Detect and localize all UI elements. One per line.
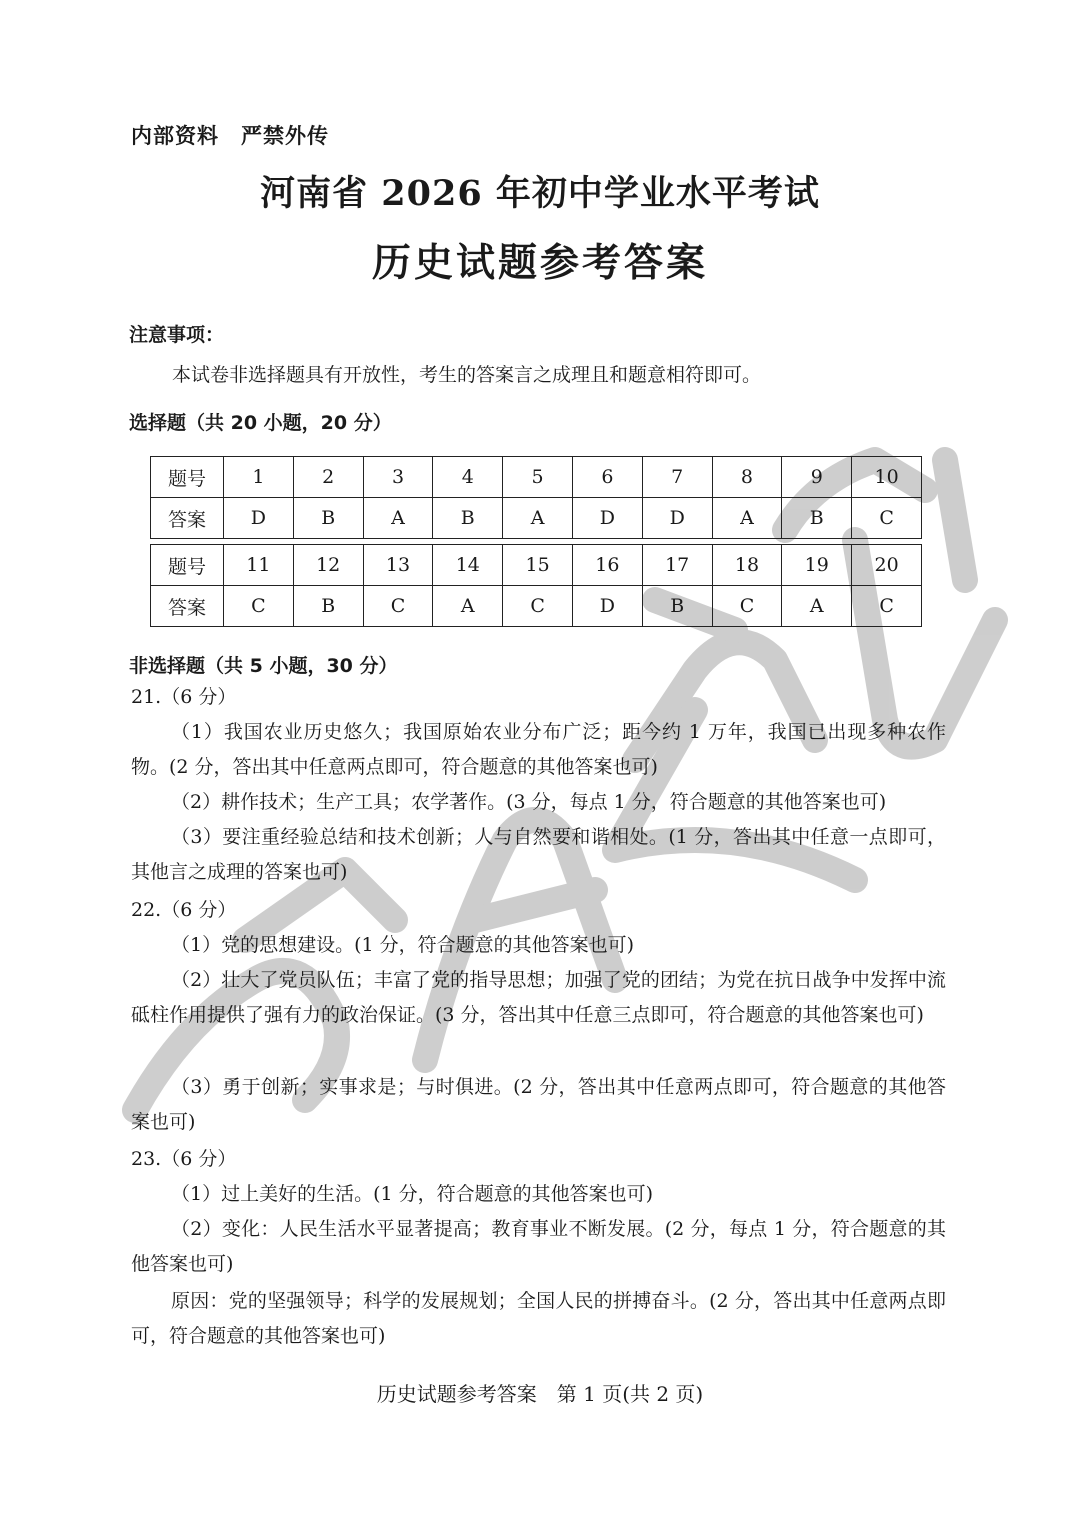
question-number: 7 <box>642 457 712 498</box>
question-number: 19 <box>782 545 852 586</box>
question-number: 16 <box>572 545 642 586</box>
question-number: 8 <box>712 457 782 498</box>
q23-part3: 原因：党的坚强领导；科学的发展规划；全国人民的拼搏奋斗。(2 分，答出其中任意两点即可，符合题意的其他答案也可) <box>131 1290 946 1347</box>
question-number: 9 <box>782 457 852 498</box>
answer-cell: C <box>852 498 922 539</box>
answer-table-2 <box>150 544 922 627</box>
answer-cell: C <box>852 586 922 627</box>
exam-title: 河南省 2026 年初中学业水平考试 <box>260 173 820 214</box>
question-number: 14 <box>433 545 503 586</box>
q22-part1: （1）党的思想建设。(1 分，符合题意的其他答案也可) <box>171 934 635 956</box>
q23-part2: （2）变化：人民生活水平显著提高；教育事业不断发展。(2 分，每点 1 分，符合题意的其他答案也可) <box>131 1218 946 1275</box>
q21-part1: （1）我国农业历史悠久；我国原始农业分布广泛；距今约 1 万年，我国已出现多种农作物。(2 分，答出其中任意两点即可，符合题意的其他答案也可) <box>131 721 946 778</box>
answer-cell: C <box>363 586 433 627</box>
answer-cell: D <box>642 498 712 539</box>
row-label-number: 题号 <box>151 545 224 586</box>
q23-part1: （1）过上美好的生活。(1 分，符合题意的其他答案也可) <box>171 1183 654 1205</box>
table-row <box>151 545 922 586</box>
q22-part2: （2）壮大了党员队伍；丰富了党的指导思想；加强了党的团结；为党在抗日战争中发挥中流砥柱作用提供了强有力的政治保证。(3 分，答出其中任意三点即可，符合题意的其他答案也可) <box>131 969 946 1026</box>
question-number: 15 <box>503 545 573 586</box>
table-row <box>151 586 922 627</box>
table-row <box>151 457 922 498</box>
question-number: 13 <box>363 545 433 586</box>
nonchoice-heading: 非选择题（共 5 小题，30 分） <box>129 655 398 677</box>
question-number: 5 <box>503 457 573 498</box>
answer-table-1 <box>150 456 922 539</box>
answer-cell: B <box>642 586 712 627</box>
q21-title: 21.（6 分） <box>131 686 237 708</box>
row-label-answer: 答案 <box>151 586 224 627</box>
answer-cell: A <box>503 498 573 539</box>
answer-cell: D <box>572 498 642 539</box>
notes-text: 本试卷非选择题具有开放性，考生的答案言之成理且和题意相符即可。 <box>172 364 762 386</box>
answer-cell: C <box>224 586 294 627</box>
document-title: 历史试题参考答案 <box>371 240 708 286</box>
question-number: 3 <box>363 457 433 498</box>
answer-cell: D <box>224 498 294 539</box>
answer-cell: C <box>503 586 573 627</box>
q23-title: 23.（6 分） <box>131 1148 237 1170</box>
answer-cell: A <box>363 498 433 539</box>
row-label-answer: 答案 <box>151 498 224 539</box>
question-number: 20 <box>852 545 922 586</box>
q21-part3: （3）要注重经验总结和技术创新；人与自然要和谐相处。(1 分，答出其中任意一点即可，其他言之成理的答案也可) <box>131 826 946 883</box>
row-label-number: 题号 <box>151 457 224 498</box>
question-number: 12 <box>293 545 363 586</box>
answer-cell: A <box>782 586 852 627</box>
question-number: 18 <box>712 545 782 586</box>
q22-part3: （3）勇于创新；实事求是；与时俱进。(2 分，答出其中任意两点即可，符合题意的其他答案也可) <box>131 1076 946 1133</box>
question-number: 17 <box>642 545 712 586</box>
question-number: 11 <box>224 545 294 586</box>
answer-cell: A <box>712 498 782 539</box>
question-number: 10 <box>852 457 922 498</box>
answer-cell: D <box>572 586 642 627</box>
answer-cell: B <box>293 498 363 539</box>
notes-heading: 注意事项： <box>129 324 225 346</box>
page-footer: 历史试题参考答案 第 1 页(共 2 页) <box>376 1382 704 1406</box>
q22-title: 22.（6 分） <box>131 899 237 921</box>
choice-heading: 选择题（共 20 小题，20 分） <box>129 412 392 434</box>
answer-cell: B <box>293 586 363 627</box>
confidential-label: 内部资料 严禁外传 <box>131 124 329 148</box>
table-row <box>151 498 922 539</box>
question-number: 4 <box>433 457 503 498</box>
question-number: 1 <box>224 457 294 498</box>
answer-cell: A <box>433 586 503 627</box>
answer-cell: C <box>712 586 782 627</box>
q21-part2: （2）耕作技术；生产工具；农学著作。(3 分，每点 1 分，符合题意的其他答案也可) <box>171 791 887 813</box>
question-number: 2 <box>293 457 363 498</box>
answer-cell: B <box>433 498 503 539</box>
question-number: 6 <box>572 457 642 498</box>
answer-cell: B <box>782 498 852 539</box>
